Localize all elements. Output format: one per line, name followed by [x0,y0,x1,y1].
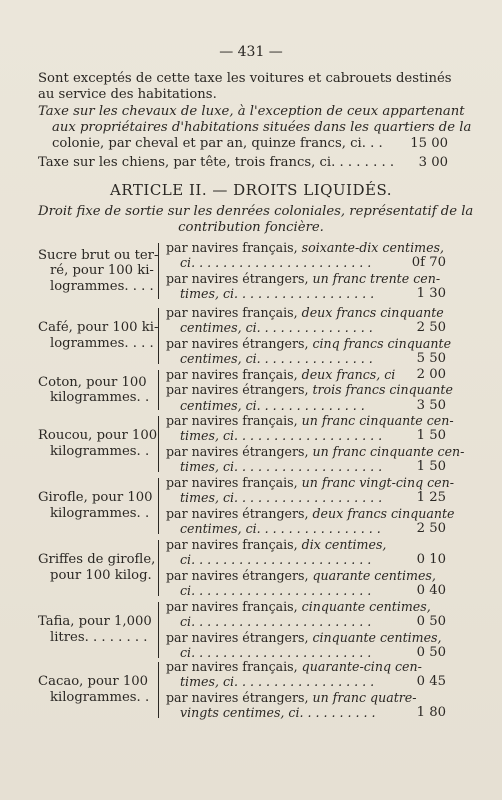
product-label: Roucou, pour 100 [38,428,158,444]
rate-line: par navires étrangers, cinquante centimes, [166,629,442,645]
rate-amount: 0f 70 [411,255,446,271]
rate-line: ci. . . . . . . . . . . . . . . . . . . . . . . [180,614,372,630]
product-label: kilogrammes. . [50,390,150,406]
luxe-tax-line: Taxe sur les chevaux de luxe, à l'exception de ceux appartenant [38,104,465,119]
rate-line: ci. . . . . . . . . . . . . . . . . . . . . . . [180,645,372,661]
intro-line: au service des habitations. [38,87,217,102]
article-heading: ARTICLE II. — DROITS LIQUIDÉS. [110,181,392,199]
dog-tax-amount: 3 00 [418,155,448,170]
rate-amount: 1 50 [416,428,446,444]
rate-line: centimes, ci. . . . . . . . . . . . . . . [180,320,373,336]
product-label: logrammes. . . . [50,335,154,351]
rate-line: par navires français, quarante-cinq cen- [166,659,422,674]
rate-line: par navires français, un franc vingt-cinq cen- [166,475,455,490]
rate-line: par navires étrangers, un franc quatre- [166,689,417,705]
product-label: Café, pour 100 ki- [38,320,159,336]
rate-line: par navires étrangers, un franc cinquante cen- [166,443,465,459]
rate-line: ci. . . . . . . . . . . . . . . . . . . . . . . [180,583,372,599]
rate-amount: 0 10 [416,552,446,568]
product-label: kilogrammes. . [50,505,150,521]
rate-amount: 5 50 [416,351,446,367]
product-label: Tafia, pour 1,000 [38,614,152,630]
rate-line: par navires français, deux francs cinquante [166,305,444,320]
rate-line: par navires français, un franc cinquante cen- [166,413,454,428]
product-label: Girofle, pour 100 [38,490,153,506]
rate-amount: 3 50 [416,397,446,413]
brace [158,416,163,472]
rate-line: ci. . . . . . . . . . . . . . . . . . . . . . . [180,255,372,271]
rate-amount: 1 50 [416,459,446,475]
product-label: Griffes de girofle, [38,552,156,568]
brace [158,243,163,299]
luxe-tax-line: aux propriétaires d'habitations situées dans les quartiers de la [52,120,472,135]
product-label: litres. . . . . . . . [50,629,148,645]
rate-amount: 2 00 [416,367,446,382]
dog-tax-line: Taxe sur les chiens, par tête, trois francs, ci. . . . . . . . [38,155,395,170]
rate-line: times, ci. . . . . . . . . . . . . . . . . . [180,286,375,302]
rate-amount: 0 40 [416,583,446,599]
rate-amount: 0 45 [416,674,446,690]
rate-amount: 2 50 [416,521,446,537]
article-subtitle: Droit fixe de sortie sur les denrées coloniales, représentatif de la [38,204,474,219]
rate-line: par navires étrangers, deux francs cinquante [166,505,455,521]
rate-amount: 1 80 [416,705,446,721]
rate-line: par navires français, soixante-dix centimes, [166,240,444,255]
luxe-tax-line: colonie, par cheval et par an, quinze francs, ci. . . [52,136,383,151]
product-label: pour 100 kilog. [50,567,152,583]
rate-line: ci. . . . . . . . . . . . . . . . . . . . . . . [180,552,372,568]
rate-amount: 1 30 [416,286,446,302]
rate-line: par navires français, cinquante centimes, [166,599,431,614]
luxe-tax-amount: 15 00 [410,136,448,151]
brace [158,662,163,718]
rate-line: centimes, ci. . . . . . . . . . . . . . [180,397,365,413]
rate-line: times, ci. . . . . . . . . . . . . . . . . . . [180,490,383,506]
rate-amount: 0 50 [416,645,446,661]
rate-line: times, ci. . . . . . . . . . . . . . . . . . . [180,459,383,475]
product-label: kilogrammes. . [50,689,150,705]
brace [158,478,163,534]
rate-amount: 1 25 [416,490,446,506]
rate-amount: 0 50 [416,614,446,630]
product-label: Cacao, pour 100 [38,674,149,690]
article-subtitle: contribution foncière. [178,220,324,235]
intro-line: Sont exceptés de cette taxe les voitures et cabrouets destinés [38,71,452,86]
product-label: logrammes. . . . [50,278,154,294]
rate-amount: 2 50 [416,320,446,336]
brace [158,370,163,410]
rate-line: par navires français, dix centimes, [166,537,387,552]
product-label: Sucre brut ou ter- [38,247,159,263]
rate-line: centimes, ci. . . . . . . . . . . . . . . . [180,521,381,537]
rate-line: par navires français, deux francs, ci [166,367,396,382]
brace [158,602,163,658]
brace [158,308,163,364]
rate-line: par navires étrangers, un franc trente cen- [166,270,441,286]
rate-line: vingts centimes, ci. . . . . . . . . . [180,705,376,721]
rate-line: times, ci. . . . . . . . . . . . . . . . . . . [180,428,383,444]
product-label: Coton, pour 100 [38,374,147,390]
rate-line: par navires étrangers, quarante centimes, [166,567,436,583]
product-label: ré, pour 100 ki- [50,263,154,279]
rate-line: times, ci. . . . . . . . . . . . . . . . . . [180,674,375,690]
brace [158,540,163,596]
rate-line: par navires étrangers, cinq francs cinquante [166,335,452,351]
product-label: kilogrammes. . [50,443,150,459]
rate-line: par navires étrangers, trois francs cinquante [166,382,453,398]
rate-line: centimes, ci. . . . . . . . . . . . . . . [180,351,373,367]
page-number: — 431 — [219,44,283,60]
